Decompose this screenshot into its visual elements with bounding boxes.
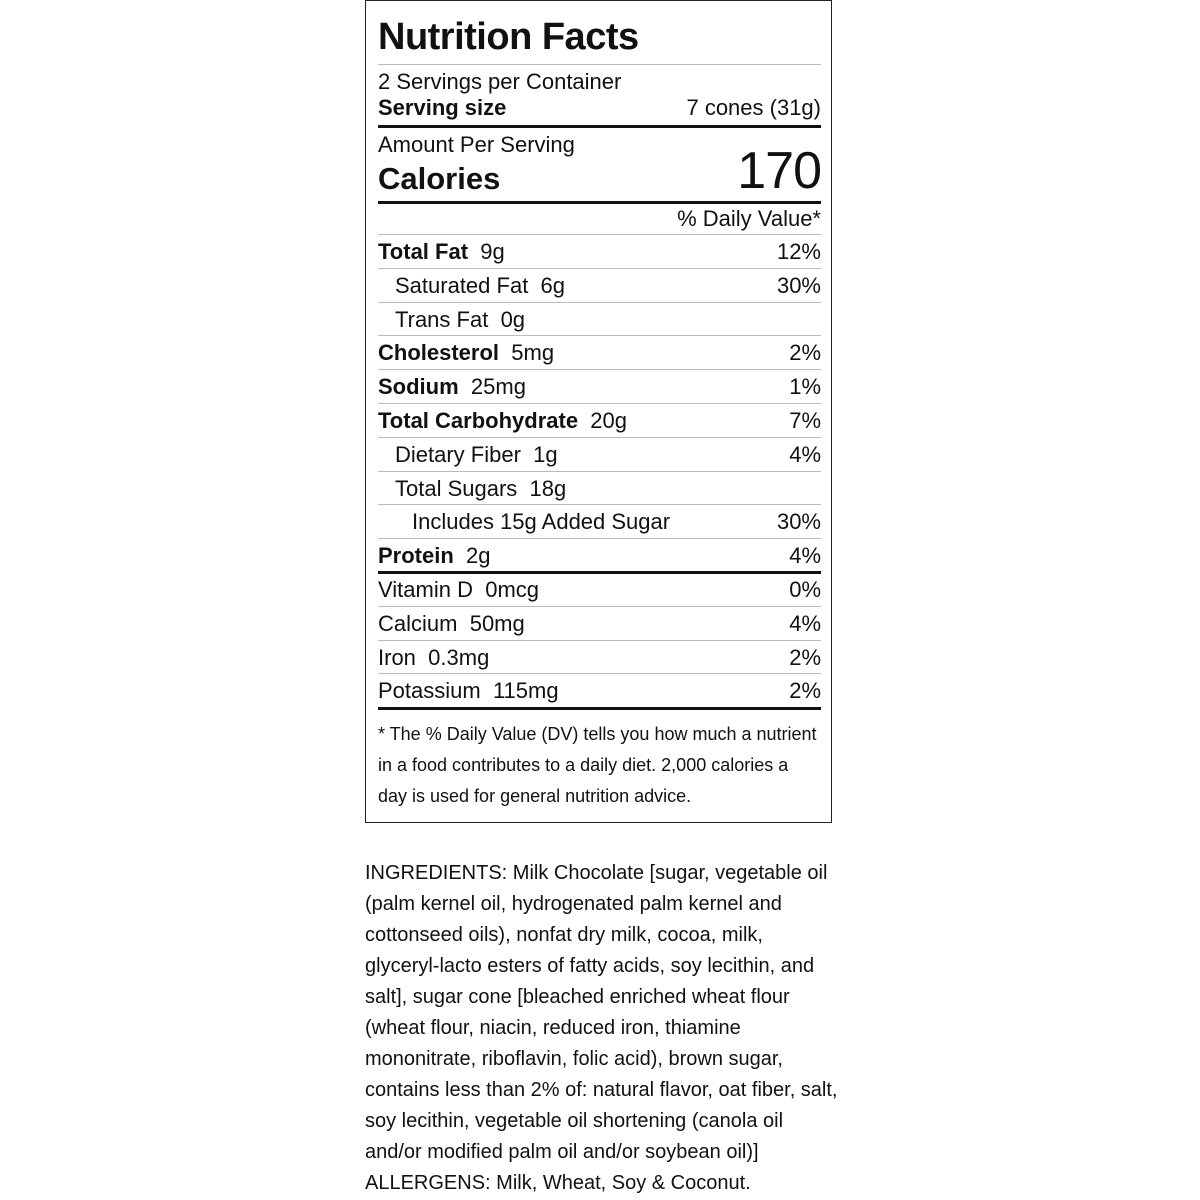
- nutrient-amount: 5mg: [511, 340, 555, 366]
- serving-size-value: 7 cones (31g): [686, 95, 821, 120]
- nutrient-daily-value: 4%: [789, 610, 821, 636]
- nutrient-label: Trans Fat: [395, 306, 489, 332]
- nutrient-name: [378, 645, 489, 670]
- nutrient-row-cholesterol: [378, 336, 821, 370]
- nutrient-label: Cholesterol: [378, 340, 500, 366]
- nutrient-amount: 1g: [533, 441, 558, 467]
- nutrient-row-added-sugar: [378, 505, 821, 539]
- nutrient-label: Sodium: [378, 374, 459, 400]
- nutrient-amount: 9g: [480, 239, 505, 264]
- nutrient-label: Saturated Fat: [395, 272, 529, 298]
- divider: [378, 707, 821, 710]
- nutrient-amount: 2g: [466, 543, 491, 569]
- divider: [378, 64, 821, 65]
- nutrient-label: Vitamin D: [378, 577, 473, 602]
- nutrient-name: [378, 611, 525, 636]
- servings-per-container: 2 Servings per Container: [378, 69, 622, 94]
- nutrient-label: Total Sugars: [395, 475, 518, 501]
- nutrient-name: [395, 476, 566, 501]
- amount-per-serving: Amount Per Serving: [378, 132, 575, 157]
- nutrient-daily-value: 30%: [776, 509, 821, 535]
- nutrient-amount: 0g: [500, 306, 526, 332]
- divider: [378, 125, 821, 128]
- nutrient-name: [378, 543, 491, 568]
- nutrient-amount: 25mg: [470, 374, 526, 400]
- nutrient-amount: 20g: [590, 408, 628, 433]
- nutrient-row-protein: [378, 539, 821, 573]
- nutrient-amount: 0mcg: [485, 577, 539, 602]
- nutrient-label: Dietary Fiber: [395, 441, 521, 467]
- nutrient-name: [412, 509, 670, 534]
- nutrient-daily-value: 4%: [789, 543, 821, 569]
- nutrient-name: [378, 577, 539, 602]
- nutrient-row-iron: [378, 641, 821, 675]
- nutrient-daily-value: 0%: [789, 577, 821, 602]
- nutrient-amount: 50mg: [469, 610, 525, 636]
- nutrient-daily-value: 1%: [789, 374, 821, 400]
- nutrient-row-potassium: [378, 674, 821, 708]
- nutrient-daily-value: 30%: [776, 272, 821, 298]
- nutrient-label: Calcium: [378, 610, 458, 636]
- nutrient-name: [378, 374, 526, 399]
- nutrient-label: Iron: [378, 644, 416, 670]
- nutrient-name: [378, 408, 627, 433]
- nutrient-row-dietary-fiber: [378, 438, 821, 472]
- nutrient-row-sodium: [378, 370, 821, 404]
- nutrient-name: [378, 239, 505, 264]
- nutrient-label: Potassium: [378, 678, 481, 704]
- calories-label: Calories: [378, 161, 501, 196]
- nutrient-amount: 18g: [529, 475, 567, 501]
- ingredients-text: [365, 858, 840, 1199]
- allergens-statement: ALLERGENS: Milk, Wheat, Soy & Coconut.: [365, 1172, 751, 1194]
- nutrient-daily-value: 2%: [789, 678, 821, 704]
- nutrient-amount: 6g: [540, 272, 566, 298]
- nutrient-row-saturated-fat: [378, 269, 821, 303]
- nutrition-facts-label: [365, 0, 832, 823]
- footnote: * The % Daily Value (DV) tells you how much a nutrient in a food contributes to a daily diet. 2,000 calories a day is used for general nutrition advice.: [378, 724, 817, 806]
- nutrient-name: [395, 273, 565, 298]
- daily-value-header: % Daily Value*: [677, 206, 821, 231]
- nutrient-label: Total Fat: [378, 239, 469, 264]
- nutrient-name: [395, 307, 525, 332]
- nutrient-row-total-carbohydrate: [378, 404, 821, 438]
- nutrient-row-vitamin-d: [378, 573, 821, 607]
- nutrient-row-trans-fat: [378, 303, 821, 337]
- nutrient-daily-value: 4%: [789, 441, 821, 467]
- serving-size-label: Serving size: [378, 95, 507, 120]
- nutrient-label: Total Carbohydrate: [378, 408, 579, 433]
- ingredients-list: INGREDIENTS: Milk Chocolate [sugar, vegetable oil (palm kernel oil, hydrogenated palm kernel and cottonseed oils), nonfat dry milk, cocoa, milk, glyceryl-lacto esters of fatty acids, soy lecithin, and salt], sugar cone [bleached enriched wheat flour (wheat flour, niacin, reduced iron, thiamine mononitrate, riboflavin, folic acid), brown sugar, contains less than 2% of: natural flavor, oat fiber, salt, soy lecithin, vegetable oil shortening (canola oil and/or modified palm oil and/or soybean oil)]: [365, 862, 838, 1163]
- nutrient-daily-value: 2%: [789, 644, 821, 670]
- label-title: Nutrition Facts: [378, 16, 639, 58]
- nutrient-name: [395, 442, 558, 467]
- calories-value: 170: [737, 142, 821, 200]
- nutrient-amount: 0.3mg: [428, 644, 490, 670]
- nutrient-row-calcium: [378, 607, 821, 641]
- nutrient-daily-value: 12%: [776, 239, 821, 264]
- nutrient-name: [378, 340, 554, 365]
- nutrient-amount: 115mg: [492, 678, 559, 704]
- nutrient-label: Includes 15g Added Sugar: [412, 509, 671, 535]
- nutrient-daily-value: 7%: [789, 408, 821, 433]
- nutrient-label: Protein: [378, 543, 454, 569]
- nutrient-name: [378, 678, 559, 703]
- nutrient-row-total-sugars: [378, 472, 821, 506]
- nutrient-daily-value: 2%: [789, 340, 821, 366]
- nutrient-row-total-fat: [378, 235, 821, 269]
